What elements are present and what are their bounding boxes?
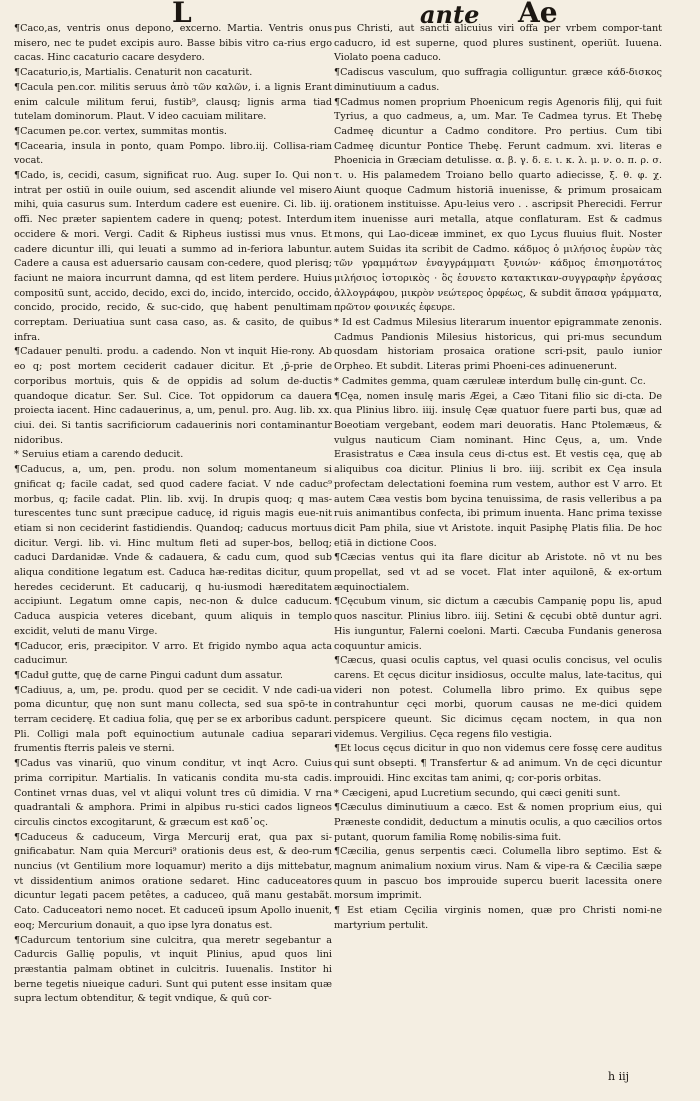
dictionary-entry: ¶Cado, is, cecidi, casum, significat ruo. Aug. super Io. Qui non intrat per ostiū in ouile ouium, sed ascendit aliunde vel misero mihi, quia casurus sum. Interdum cadere est euenire. Ci. lib. iij. offi. Nec præter sapientem cadere in quenq; potest. Interdum occidere & mori. Vergi. Cadit & Ripheus iustissi mus vnus. Et cadere dicuntur illi, qui leuati a summo ad in-feriora labuntur. Cadere a causa est aduersario causam con-cedere, quod plerisq; faciunt ne maiora incurrunt damna, qd est litem perdere. Huius compositū sunt, accido, decido, exci do, incido, intercido, occido, concido, procido, recido, & suc-cido, quę habent penultimam correptam. Deriuatiua sunt casa caso, as. & casito, de quibus infra.	[14, 170, 332, 343]
dictionary-entry: * Cadmites gemma, quam cæruleæ interdum bullę cin-gunt. Cc.	[334, 375, 646, 387]
dictionary-entry: * Cæcigeni, apud Lucretium secundo, qui cæci geniti sunt.	[334, 787, 621, 799]
signature-mark: h iij	[608, 1070, 630, 1083]
dictionary-entry: ¶ Est etiam Cęcilia virginis nomen, quæ pro Christi nomi-ne martyrium pertulit.	[334, 905, 662, 931]
dictionary-entry: ¶Cadiuus, a, um, pe. produ. quod per se cecidit. V nde cadi-ua poma dicuntur, quę non sunt manu collecta, sed sua spō-te in terram ceciderę. Et cadiua folia, quę per se ex arboribus cadunt. Pli. Colligi mala poft equinoctium autunale cadiua separari frumentis fterris paleis ve sterni.	[14, 684, 332, 755]
dictionary-entry: ¶Cadauer penulti. produ. a cadendo. Non vt inquit Hie-rony. Ab eo q; post mortem ceciderit cadauer dicitur. Et ,p̄-prie de corporibus mortuis, quis & de oppidis ad solum de-ductis quandoque dicatur. Ser. Sul. Cice. Tot oppidorum ca dauera proiecta iacent. Hinc cadauerinus, a, um, penul. pro. Aug. lib. xx. ciui. dei. Si tantis sacrificiorum cadauerinis nori contaminantur nidoribus.	[14, 346, 332, 446]
header-right-letters: Ae	[518, 0, 558, 29]
dictionary-entry: ¶Cacearia, insula in ponto, quam Pompo. libro.iij. Collisa-riam vocat.	[14, 140, 332, 167]
dictionary-entry: ¶Cęa, nomen insulę maris Ægei, a Cæo Titani filio sic di-cta. De qua Plinius libro. iiij. insulę Cęæ quatuor fuere parti bus, quæ ad Boeotiam vergebant, eodem mari deuoratis. Hanc Ptolemæus, & vulgus nauticum Ciam nominant. Hinc Cęus, a, um. Vnde Erasistratus e Cæa insula ceus di-ctus est. Et vestis cęa, quę ab aliquibus coa dicitur. Plinius li bro. iiij. scribit ex Cęa insula profectam delectationi foemina rum vestem, author est V arro. Et autem Cæa vestis bom bycina tenuissima, de rasis velleribus a pa ruis animantibus confecta, ibi primum inuenta. Hanc prima texisse dicit Pam phila, siue vt Aristote. inquit Pasiphę Platis filia. De hoc etiā in dictione Coos.	[334, 390, 662, 549]
dictionary-entry: ¶Cacaturio,is, Martialis. Cenaturit non cacaturit.	[14, 67, 253, 79]
dictionary-entry: ¶Cæcias ventus qui ita flare dicitur ab Aristote. nō vt nu bes propellat, sed vt ad se vocet. Flat inter aquilonē, & ex-ortum æquinoctialem.	[334, 552, 662, 593]
dictionary-entry: ¶Caduceus & caduceum, Virga Mercurij erat, qua pax si-gnificabatur. Nam quia Mercuri⁹ orationis deus est, & deo-rum nuncius (vt Gentilium more loquamur) merito a dijs mittebatur, vt dissidentium animos oratione sedaret. Hinc caduceatores dicuntur legati pacem petêtes, a caduceo, quã manu gestabãt. Cato. Caduceatori nemo nocet. Et caduceū ipsum Apollo inuenit, eoq; Mercurium donauit, a quo ipse lyra donatus est.	[14, 831, 332, 931]
dictionary-entry: ¶Cacula pen.cor. militis seruus ἀπὸ τῶν καλῶν, i. a lignis Erant enim calcule militum ferui, fustib⁹, clausq; lignis arma tiad tutelam dominorum. Plaut. V ideo cacuiam militare.	[14, 81, 332, 123]
dictionary-entry: ¶Cacumen pe.cor. vertex, summitas montis.	[14, 125, 227, 137]
dictionary-entry: ¶Caducus, a, um, pen. produ. non solum momentaneum si gnificat q; facile cadat, sed quod cadere faciat. V nde caduc⁹ morbus, q; facile cadat. Plin. lib. xvij. In drupis quoq; q mas-turescentes tunc sunt præcipue caducę, id riguis magis eue-nit etiam si non ceciderint fastidiendis. Quandoq; caducus mortuus dicitur. Vergi. lib. vi. Hinc multum fleti ad super-bos, belloq; caduci Dardanidæ. Vnde & cadauera, & cadu cum, quod sub aliqua conditione legatum est. Caduca hæ-reditas dicitur, quum heredes ceciderunt. Et caducarij, q hu-iusmodi hæreditatem accipiunt. Legatum omne capis, nec-non & dulce caducum. Caduca auspicia veteres dicebant, quum aliquis in templo excidit, veluti de manu Virge.	[14, 464, 332, 637]
header-center-word: ante	[420, 0, 480, 29]
dictionary-entry: ¶Cæcilia, genus serpentis cæci. Columella libro septimo. Est & magnum animalium noxium virus. Nam & vipe-ra & Cæcilia sæpe quum in pascuo bos improuide supercu buerit lacessita onere morsum imprimit.	[334, 846, 662, 902]
dictionary-entry: ¶Cadus vas vinariū, quo vinum conditur, vt inqt Acro. Cuius prima corripitur. Martialis. In vaticanis condita mu-sta cadis. Continet vrnas duas, vel vt aliqui volunt tres cū dimidia. V rna quadrantali & amphora. Primi in alpibus ru-stici cados ligneos circulis cinctos excogitarunt, & græcum est καδ᾽ος.	[14, 758, 332, 828]
dictionary-entry: ¶Cadurcum tentorium sine culcitra, qua meretr segebantur a Cadurcis Gallię populis, vt inquit Plinius, apud quos lini præstantia palmam obtinet in culcitris. Iuuenalis. Institor hi berne tegetis niueique caduri. Sunt qui putent esse insitam quæ supra lectum obtenditur, & tegit vndique, & quū cor-	[14, 934, 332, 1005]
dictionary-entry: ¶Cęcubum vinum, sic dictum a cæcubis Campanię popu lis, apud quos nascitur. Plinius libro. iiij. Setini & cęcubi obtē duntur agri. His iunguntur, Falerni coeloni. Marti. Cæcuba Fundanis generosa coquuntur amicis.	[334, 596, 662, 652]
dictionary-entry: ¶Caco,as, ventris onus depono, excerno. Martia. Ventris onus misero, nec te pudet excipis auro. Basse bibis vitro ca-rius ergo cacas. Hinc cacaturio cacare desydero.	[14, 23, 332, 64]
dictionary-entry: ¶Cæcus, quasi oculis captus, vel quasi oculis concisus, vel oculis carens. Et cęcus dicitur insidiosus, occulte malus, late-tacitus, qui videri non potest. Columella libro primo. Ex quibus sępe contrahuntur cęci morbi, quorum causas ne me-dici quidem perspicere queunt. Sic dicimus cęcam noctem, in qua non videmus. Vergilius. Cęca regens filo vestigia.	[334, 655, 662, 740]
page-header	[0, 0, 700, 29]
dictionary-entry: ¶Caduł gutte, quę de carne Pingui cadunt dum assatur.	[14, 669, 283, 681]
header-left-letter: L	[172, 0, 192, 29]
dictionary-entry: ¶Caducor, eris, præcipitor. V arro. Et frigido nymbo aqua acta caducimur.	[14, 640, 332, 667]
dictionary-entry: * Id est Cadmus Milesius literarum inuentor epigrammate zenonis. Cadmus Pandionis Milesius historicus, qui pri-mus secundum quosdam historiam prosaica oratione scri-psit, paulo iunior Orpheo. Et subdit. Literas primi Phoeni-ces adinuenerunt.	[334, 317, 662, 373]
dictionary-entry: ¶Cadmus nomen proprium Phoenicum regis Agenoris filij, qui fuit Tyrius, a quo cadmeus, a, um. Mar. Te Cadmea tyrus. Et Thebę Cadmeę dicuntur a Cadmo conditore. Pro pertius. Cum tibi Cadmeę dicuntur Pontice Thebę. Ferunt cadmum. xvi. literas e Phoenicia in Græciam detulisse. α. β. γ. δ. ε. ι. κ. λ. μ. ν. ο. π. ρ. σ. τ. υ. His palamedem Troiano bello quarto adiecisse, ξ. θ. φ. χ. Aiunt quoque Cadmum historiā inuenisse, & primum prosaicam orationem instituisse. Apu-leius vero . . ascripsit Pherecidi. Ferrur item inuenisse auri metalla, atque conflaturam. Est & cadmus mons, qui Lao-diceæ imminet, ex quo Lycus fluuius fluit. Noster autem Suidas ita scribit de Cadmo. κάδμος ὁ μιλήσιος ἐυρὼν τὰς τῶν γραμμάτων ἐναγγράμματι ξυνιών· κάδμος ἐπισημοτάτος μιλήσιος ἱστορικὸς · ὃς ἐσυνετο κατακτικαν-συγγραφὴν ἐργάσας ἀλλογράφου, μικρὸν νεώτερος ὀρφέως, & subdit ἅπασα γράμματα, πρῶτον φοινικές ἐφευρε.	[334, 96, 662, 314]
dictionary-entry: pus Christi, aut sancti alicuius viri offa per vrbem compor-tant caducro, id est superne, quod plures sustinent, operiūt. Iuuena. Violato poena caduco.	[334, 23, 662, 64]
right-column	[334, 22, 662, 934]
dictionary-entry: ¶Cadiscus vasculum, quo suffragia colliguntur. græce κάδ-δισκος diminutiuum a cadus.	[334, 67, 662, 93]
dictionary-entry: ¶Cæculus diminutiuum a cæco. Est & nomen proprium eius, qui Præneste condidit, deductum a minutis oculis, a quo cæcilios ortos putant, quorum familia Romę nobilis-sima fuit.	[334, 802, 662, 843]
dictionary-entry: ¶Et locus cęcus dicitur in quo non videmus cere fossę cere auditus qui sunt obsepti. ¶ Transfertur & ad animum. Vn de cęci dicuntur improuidi. Hinc excitas tam animi, q; cor-poris orbitas.	[334, 743, 662, 784]
dictionary-entry: * Seruius etiam a carendo deducit.	[14, 449, 184, 461]
left-column	[14, 22, 332, 1007]
